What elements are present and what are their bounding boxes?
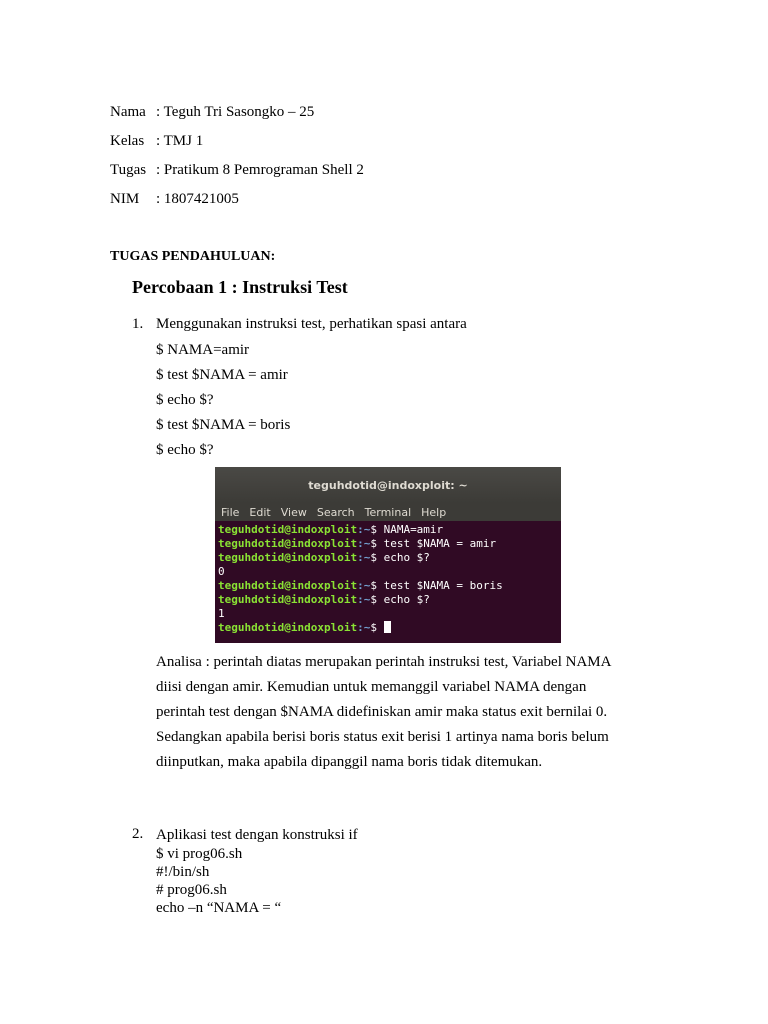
prompt-command: $ bbox=[370, 621, 384, 634]
info-label: Nama bbox=[110, 104, 146, 120]
prompt-user: teguhdotid@indoxploit bbox=[218, 523, 358, 536]
prompt-user: teguhdotid@indoxploit bbox=[218, 579, 358, 592]
info-label: NIM bbox=[110, 191, 140, 207]
code-line: echo –n “NAMA = “ bbox=[156, 900, 282, 916]
info-row-kelas bbox=[110, 132, 203, 150]
code-line: $ test $NAMA = boris bbox=[156, 417, 291, 433]
prompt-command: $ test $NAMA = amir bbox=[370, 537, 497, 550]
analysis-paragraph: Analisa : perintah diatas merupakan perintah instruksi test, Variabel NAMA diisi dengan amir. Kemudian untuk memanggil variabel NAMA dengan perintah test dengan $NAMA didefiniskan amir maka status exit bernilai 0. Sedangkan apabila berisi boris status exit berisi 1 artinya nama boris belum diinputkan, maka apabila dipanggil nama boris tidak ditemukan. bbox=[156, 654, 611, 770]
info-value: : Teguh Tri Sasongko – 25 bbox=[156, 104, 315, 120]
prompt-user: teguhdotid@indoxploit bbox=[218, 551, 358, 564]
info-value: : 1807421005 bbox=[156, 191, 239, 207]
list-item-text: Aplikasi test dengan konstruksi if bbox=[156, 827, 358, 843]
info-label: Tugas bbox=[110, 162, 147, 178]
terminal-menubar bbox=[215, 503, 561, 521]
terminal-output-line: 1 bbox=[218, 607, 225, 620]
prompt-command: $ test $NAMA = boris bbox=[370, 579, 503, 592]
code-line: $ NAMA=amir bbox=[156, 342, 250, 358]
terminal-line bbox=[218, 537, 558, 551]
menu-view: View bbox=[280, 505, 307, 519]
terminal-output-line: 0 bbox=[218, 565, 225, 578]
terminal-line bbox=[218, 523, 558, 537]
terminal-output bbox=[215, 521, 561, 637]
menu-file: File bbox=[221, 505, 240, 519]
prompt-path: :~ bbox=[357, 621, 371, 634]
code-line: # prog06.sh bbox=[156, 882, 227, 898]
terminal-title: teguhdotid@indoxploit: ~ bbox=[215, 467, 561, 503]
prompt-path: :~ bbox=[357, 523, 371, 536]
section-label: TUGAS PENDAHULUAN: bbox=[110, 249, 276, 264]
list-number: 2. bbox=[132, 826, 144, 842]
terminal-line bbox=[218, 593, 558, 607]
prompt-user: teguhdotid@indoxploit bbox=[218, 537, 358, 550]
prompt-path: :~ bbox=[357, 579, 371, 592]
prompt-path: :~ bbox=[357, 551, 371, 564]
menu-terminal: Terminal bbox=[364, 505, 412, 519]
prompt-path: :~ bbox=[357, 537, 371, 550]
prompt-user: teguhdotid@indoxploit bbox=[218, 621, 358, 634]
prompt-command: $ NAMA=amir bbox=[370, 523, 444, 536]
code-line: $ vi prog06.sh bbox=[156, 846, 243, 862]
terminal-line bbox=[218, 579, 558, 593]
menu-help: Help bbox=[421, 505, 447, 519]
info-row-nim bbox=[110, 190, 239, 208]
code-line: $ echo $? bbox=[156, 392, 214, 408]
list-number: 1. bbox=[132, 316, 144, 332]
info-row-nama bbox=[110, 103, 314, 121]
menu-search: Search bbox=[316, 505, 355, 519]
terminal-line bbox=[218, 551, 558, 565]
code-line: $ echo $? bbox=[156, 442, 214, 458]
prompt-path: :~ bbox=[357, 593, 371, 606]
terminal-line bbox=[218, 621, 558, 635]
menu-edit: Edit bbox=[249, 505, 271, 519]
info-value: : Pratikum 8 Pemrograman Shell 2 bbox=[156, 162, 364, 178]
info-value: : TMJ 1 bbox=[156, 133, 204, 149]
terminal-cursor bbox=[384, 621, 391, 633]
prompt-command: $ echo $? bbox=[370, 593, 430, 606]
info-label: Kelas bbox=[110, 133, 145, 149]
info-row-tugas bbox=[110, 161, 364, 179]
list-item-text: Menggunakan instruksi test, perhatikan spasi antara bbox=[156, 316, 467, 332]
prompt-command: $ echo $? bbox=[370, 551, 430, 564]
code-line: #!/bin/sh bbox=[156, 864, 210, 880]
section-heading: Percobaan 1 : Instruksi Test bbox=[132, 277, 348, 297]
prompt-user: teguhdotid@indoxploit bbox=[218, 593, 358, 606]
terminal-screenshot bbox=[215, 467, 561, 643]
code-line: $ test $NAMA = amir bbox=[156, 367, 288, 383]
